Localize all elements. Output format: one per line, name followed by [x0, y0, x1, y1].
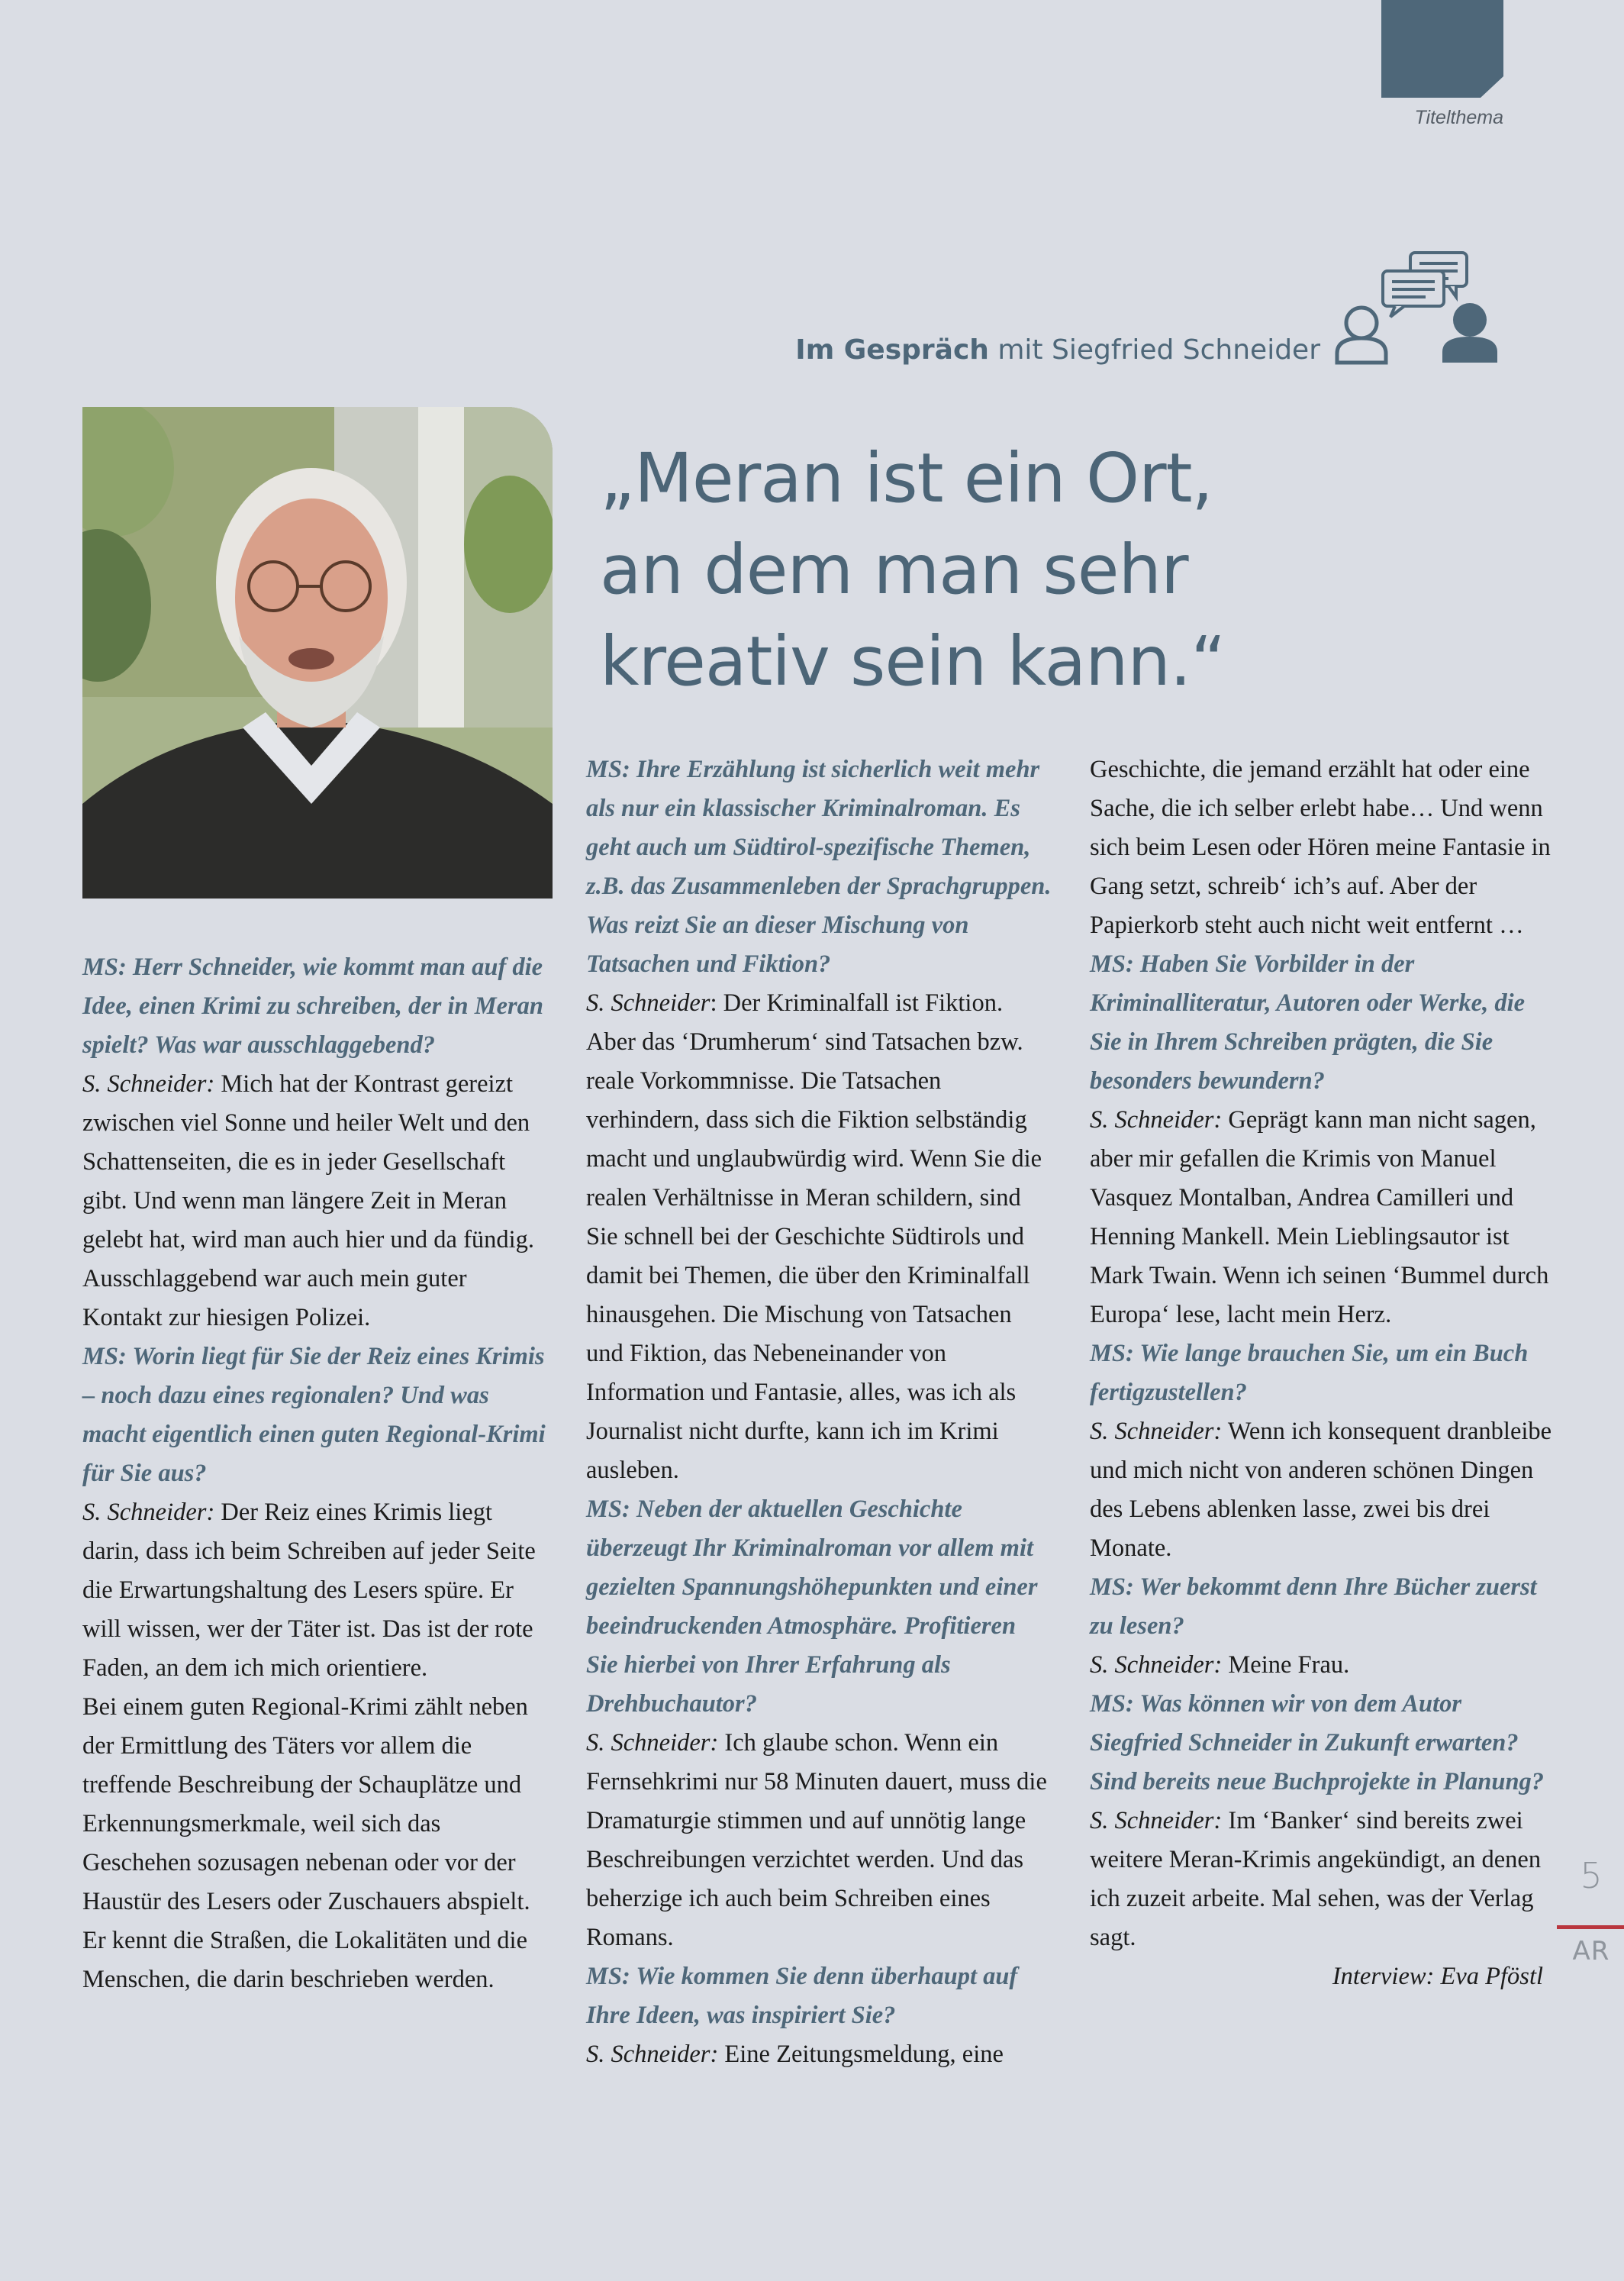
question-paragraph: MS: Wie kommen Sie denn überhaupt auf Ihre Ideen, was inspiriert Sie?: [586, 1963, 1018, 2029]
answer-paragraph: [586, 2035, 1052, 2074]
page-number: 5: [1580, 1855, 1603, 1896]
interview-credit: Interview: Eva Pföstl: [1332, 1963, 1543, 1990]
headline-line: „Meran ist ein Ort,: [600, 438, 1213, 518]
interview-subject: mit Siegfried Schneider: [988, 334, 1320, 366]
conversation-icon: [1334, 248, 1510, 370]
headline-line: kreativ sein kann.“: [600, 621, 1226, 701]
bookmark-tab: [1381, 0, 1503, 99]
answer-paragraph: [1090, 1101, 1555, 1334]
page-number-rule: [1557, 1925, 1624, 1929]
answer-text: Geprägt kann man nicht sagen, aber mir gefallen die Krimis von Manuel Vasquez Montalban, Andrea Camilleri und Henning Mankell. Mein Lieblingsautor ist Mark Twain. Wenn ich seinen ‘Bummel durch Europa‘ lese, lacht mein Herz.: [1090, 1106, 1549, 1328]
answer-text: Meine Frau.: [1222, 1651, 1350, 1679]
answer-text: Eine Zeitungsmeldung, eine: [718, 2041, 1004, 2068]
speaker-label: S. Schneider:: [1090, 1106, 1223, 1134]
answer-text: : Der Kriminalfall ist Fiktion. Aber das ‘Drumherum‘ sind Tatsachen bzw. reale Vorkommnisse. Die Tatsachen verhindern, dass sich die Fiktion selbständig macht und unglaubwürdig wird. Wenn Sie die realen Verhältnisse in Meran schildern, sind Sie schnell bei der Geschichte Südtirols und damit bei Themen, die über den Kriminalfall hinausgehen. Die Mischung von Tatsachen und Fiktion, das Nebeneinander von Information und Fantasie, alles, was ich als Journalist nicht durfte, kann ich im Krimi ausleben.: [586, 989, 1042, 1484]
question-paragraph: MS: Ihre Erzählung ist sicherlich weit mehr als nur ein klassischer Kriminalroman. Es geht auch um Südtirol-spezifische Themen, z.B. das Zusammenleben der Sprachgruppen. Was reizt Sie an dieser Mischung von Tatsachen und Fiktion?: [586, 756, 1052, 978]
headline-line: an dem man sehr: [600, 530, 1188, 609]
speaker-label: S. Schneider:: [82, 1499, 215, 1526]
headline-quote: [600, 432, 1226, 707]
person-filled-icon: [1442, 303, 1497, 363]
answer-paragraph: [586, 1724, 1052, 1957]
interview-prefix: Im Gespräch: [795, 334, 989, 366]
answer-text: Ich glaube schon. Wenn ein Fernsehkrimi nur 58 Minuten dauert, muss die Dramaturgie stimmen und auf unnötig lange Beschreibungen verzichtet werden. Und das beherzige ich auch beim Schreiben eines Romans.: [586, 1729, 1047, 1951]
text-column-1: [82, 948, 548, 1999]
answer-paragraph: [1090, 1802, 1555, 1957]
portrait-photo: [82, 407, 553, 899]
speaker-label: S. Schneider:: [1090, 1807, 1223, 1834]
question-paragraph: MS: Herr Schneider, wie kommt man auf die Idee, einen Krimi zu schreiben, der in Meran spielt? Was war ausschlaggebend?: [82, 953, 544, 1059]
speaker-label: S. Schneider:: [1090, 1651, 1223, 1679]
question-paragraph: MS: Haben Sie Vorbilder in der Kriminalliteratur, Autoren oder Werke, die Sie in Ihrem Schreiben prägten, die Sie besonders bewundern?: [1090, 950, 1526, 1095]
interview-heading: [795, 334, 1320, 366]
speaker-label: S. Schneider:: [82, 1070, 215, 1098]
answer-text: Der Reiz eines Krimis liegt darin, dass ich beim Schreiben auf jeder Seite die Erwartungshaltung des Lesers spüre. Er will wissen, wer der Täter ist. Das ist der rote Faden, an dem ich mich orientiere.: [82, 1499, 536, 1682]
question-paragraph: MS: Wer bekommt denn Ihre Bücher zuerst zu lesen?: [1090, 1573, 1537, 1640]
answer-text: Im ‘Banker‘ sind bereits zwei weitere Meran-Krimis angekündigt, an denen ich zuzeit arbeite. Mal sehen, was der Verlag sagt.: [1090, 1807, 1542, 1951]
answer-paragraph: [82, 1493, 548, 1688]
text-column-2: [586, 750, 1052, 2074]
body-paragraph: Bei einem guten Regional-Krimi zählt neben der Ermittlung des Täters vor allem die treffende Beschreibung der Schauplätze und Erkennungsmerkmale, weil sich das Geschehen sozusagen nebenan oder vor der Haustür des Lesers oder Zuschauers abspielt. Er kennt die Straßen, die Lokalitäten und die Menschen, die darin beschrieben werden.: [82, 1693, 530, 1993]
text-column-3: [1090, 750, 1555, 1996]
question-paragraph: MS: Worin liegt für Sie der Reiz eines Krimis – noch dazu eines regionalen? Und was macht eigentlich einen guten Regional-Krimi für Sie aus?: [82, 1343, 546, 1487]
answer-paragraph: [1090, 1646, 1555, 1685]
answer-paragraph: [1090, 1412, 1555, 1568]
question-paragraph: MS: Neben der aktuellen Geschichte überzeugt Ihr Kriminalroman vor allem mit gezielten Spannungshöhepunkten und einer beeindruckenden Atmosphäre. Profitieren Sie hierbei von Ihrer Erfahrung als Drehbuchautor?: [586, 1495, 1038, 1718]
page-code: AR: [1572, 1936, 1610, 1966]
chat-bubbles-icon: [1383, 253, 1467, 317]
answer-text: Mich hat der Kontrast gereizt zwischen viel Sonne und heiler Welt und den Schattenseiten, die es in jeder Gesellschaft gibt. Und wenn man längere Zeit in Meran gelebt hat, wird man auch hier und da fündig. Ausschlaggebend war auch mein guter Kontakt zur hiesigen Polizei.: [82, 1070, 535, 1331]
question-paragraph: MS: Wie lange brauchen Sie, um ein Buch fertigzustellen?: [1090, 1340, 1529, 1406]
answer-paragraph: [586, 984, 1052, 1490]
speaker-label: S. Schneider: [586, 989, 710, 1017]
section-label: Titelthema: [1414, 107, 1503, 128]
speaker-label: S. Schneider:: [586, 2041, 719, 2068]
body-paragraph: Geschichte, die jemand erzählt hat oder eine Sache, die ich selber erlebt habe… Und wenn sich beim Lesen oder Hören meine Fantasie in Gang setzt, schreib‘ ich’s auf. Aber der Papierkorb steht auch nicht weit entfernt …: [1090, 756, 1551, 939]
answer-text: Wenn ich konsequent dranbleibe und mich nicht von anderen schönen Dingen des Lebens ablenken lasse, zwei bis drei Monate.: [1090, 1418, 1552, 1562]
speaker-label: S. Schneider:: [1090, 1418, 1223, 1445]
question-paragraph: MS: Was können wir von dem Autor Siegfried Schneider in Zukunft erwarten? Sind bereits neue Buchprojekte in Planung?: [1090, 1690, 1545, 1795]
answer-paragraph: [82, 1065, 548, 1337]
person-outline-icon: [1337, 308, 1386, 363]
speaker-label: S. Schneider:: [586, 1729, 719, 1757]
